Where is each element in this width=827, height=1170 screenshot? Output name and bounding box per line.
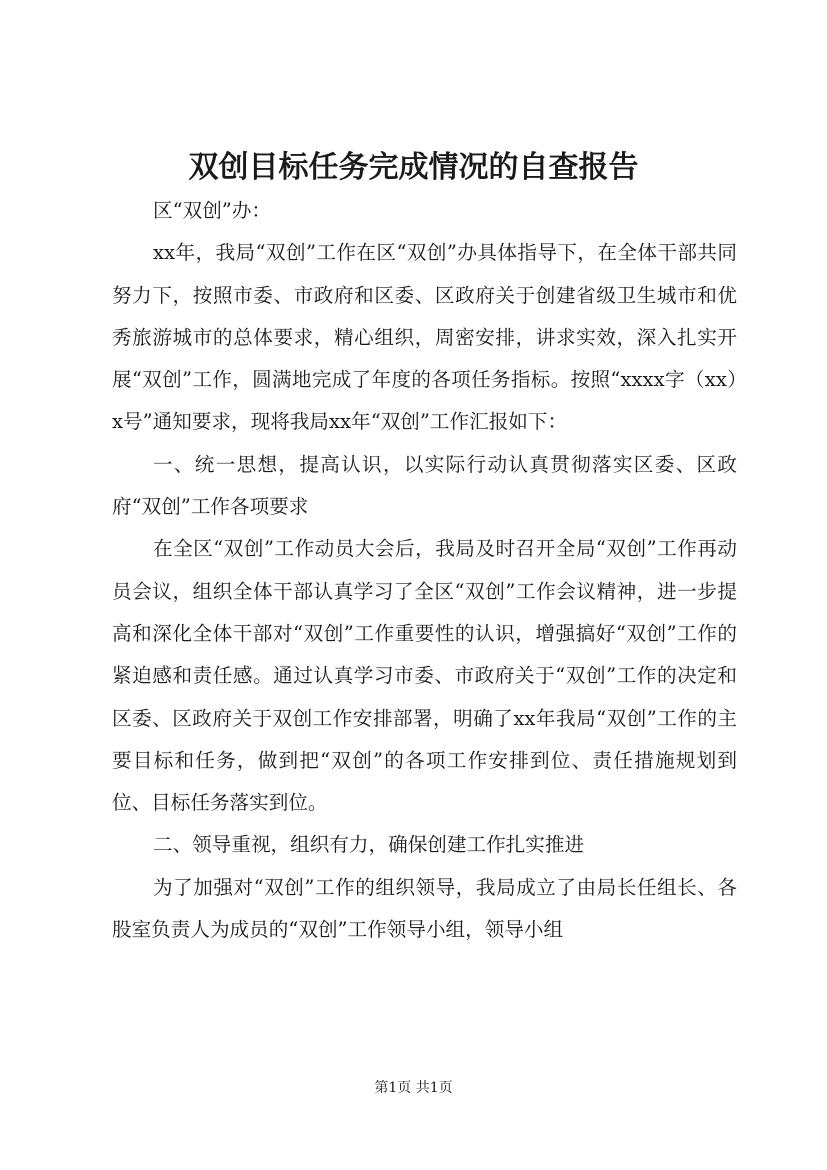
- section-heading-1: 一、统一思想，提高认识，以实际行动认真贯彻落实区委、区政府“双创”工作各项要求: [112, 452, 737, 519]
- document-title: 双创目标任务完成情况的自查报告: [188, 150, 639, 185]
- salutation-paragraph: 区“双创”办：: [153, 199, 272, 222]
- page-footer: 第1页 共1页: [374, 1080, 453, 1096]
- section-heading-2: 二、领导重视，组织有力，确保创建工作扎实推进: [153, 833, 585, 857]
- section-2-paragraph: 为了加强对“双创”工作的组织领导，我局成立了由局长任组长、各股室负责人为成员的“双创”工作领导小组，领导小组: [112, 875, 737, 942]
- intro-paragraph: xx年，我局“双创”工作在区“双创”办具体指导下，在全体干部共同努力下，按照市委、市政府和区委、区政府关于创建省级卫生城市和优秀旅游城市的总体要求，精心组织，周密安排，讲求实效，深入扎实开展“双创”工作，圆满地完成了年度的各项任务指标。按照“xxxx字（xx）x号”通知要求，现将我局xx年“双创”工作汇报如下：: [112, 241, 737, 434]
- section-1-paragraph: 在全区“双创”工作动员大会后，我局及时召开全局“双创”工作再动员会议，组织全体干部认真学习了全区“双创”工作会议精神，进一步提高和深化全体干部对“双创”工作重要性的认识，增强搞好“双创”工作的紧迫感和责任感。通过认真学习市委、市政府关于“双创”工作的决定和区委、区政府关于双创工作安排部署，明确了xx年我局“双创”工作的主要目标和任务，做到把“双创”的各项工作安排到位、责任措施规划到位、目标任务落实到位。: [112, 537, 737, 815]
- document-body: [112, 190, 737, 951]
